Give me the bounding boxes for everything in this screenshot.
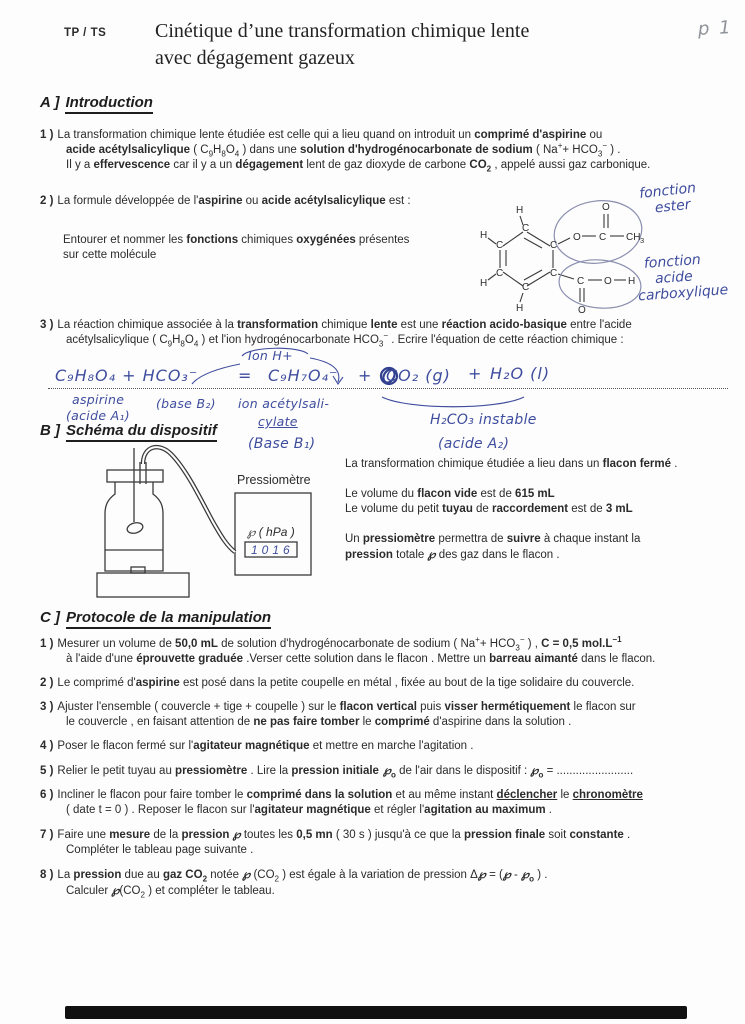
paragraph-text: Poser le flacon fermé sur l'agitateur magnétique et mettre en marche l'agitation . xyxy=(57,740,474,752)
paragraph-text: Mesurer un volume de 50,0 mL de solution d'hydrogénocarbonate de sodium ( $Na^++ HCO_3^-$ ) , C = 0,5 $mol.L^{-1}$ à l'aide d'une éprouvette graduée .Verser cette solution dans le flacon . Mettre un barreau aimanté dans le flacon. xyxy=(57,635,656,665)
label-h2co3-instable: H₂CO₃ instable xyxy=(430,412,537,428)
title-line2: avec dégagement gazeux xyxy=(155,47,355,69)
paragraph-text: Entourer et nommer les fonctions chimiques oxygénées présentes sur cette molécule xyxy=(63,234,410,261)
atom-h: H xyxy=(480,230,488,241)
section-c-letter: C ] xyxy=(40,609,60,626)
group-ch3: CH xyxy=(626,232,641,243)
section-b-heading xyxy=(40,422,217,439)
paragraph-text: Faire une mesure de la pression ℘ toutes les 0,5 mn ( 30 s ) jusqu'à ce que la pression finale soit constante . Compléter le tableau page suivante . xyxy=(57,827,631,856)
paragraph-text: La transformation chimique lente étudiée est celle qui a lieu quand on introduit un comprimé d'aspirine ou acide acétylsalicylique ( $C_9H_8O_4$ ) dans une solution d'hydrogénocarbonate de sodium ( $Na^++ HCO_3^-$ ) . Il y a effervescence car il y a un dégagement lent de gaz dioxyde de carbone $CO_2$ , appelé aussi gaz carbonique. xyxy=(57,129,651,174)
item-number: 7 ) xyxy=(40,829,54,841)
atom-o: O xyxy=(573,232,581,243)
atom-h: H xyxy=(516,303,524,314)
paragraph-text: La pression due au gaz $CO_2$ notée ℘ ($CO_2$ ) est égale à la variation de pression Δ℘ = (℘ - $℘_o$ ) . Calculer $℘(CO_2$ ) et compléter le tableau. xyxy=(57,867,548,900)
answer-dotted-line xyxy=(48,388,728,389)
item-number: 3 ) xyxy=(40,701,54,713)
label-aspirine: aspirine xyxy=(72,392,125,407)
pressure-unit-label: ℘ ( hPa ) xyxy=(247,525,295,539)
item-number: 4 ) xyxy=(40,740,54,752)
atom-h: H xyxy=(480,278,488,289)
label-base-b1: (Base B₁) xyxy=(248,436,316,452)
annotation-fonction-ester: fonction ester xyxy=(638,180,697,217)
atom-o: O xyxy=(602,202,610,213)
section-a-title: Introduction xyxy=(65,94,152,114)
label-ion-acetylsalicylate: ion acétylsali- xyxy=(238,396,330,411)
atom-o: O xyxy=(604,276,612,287)
intro-item-1 xyxy=(40,128,745,173)
equation-rhs3: H₂O (l) xyxy=(490,364,551,383)
page-title xyxy=(155,18,529,72)
protocol-list xyxy=(40,637,740,908)
item-number: 2 ) xyxy=(40,195,54,207)
ion-h-label: Ion H+ xyxy=(248,348,293,363)
equation-equals: = xyxy=(238,366,253,385)
atom-c: C xyxy=(522,282,530,293)
paragraph-text: La transformation chimique étudiée a lieu dans un flacon fermé . Le volume du flacon vide est de 615 mL Le volume du petit tuyau de raccordement est de 3 mL Un pressiomètre permettra de suivre à chaque instant la pression totale ℘ des gaz dans le flacon . xyxy=(345,458,678,561)
section-a-heading xyxy=(40,94,153,111)
item-number: 3 ) xyxy=(40,319,54,331)
protocol-item xyxy=(40,827,740,858)
atom-c: C xyxy=(522,223,530,234)
intro-item-3 xyxy=(40,318,745,348)
section-b-letter: B ] xyxy=(40,422,60,439)
handwritten-page-number: p 1 xyxy=(697,17,734,40)
label-ion-acetylsalicylate2: cylate xyxy=(258,414,298,429)
protocol-item xyxy=(40,788,740,818)
protocol-item xyxy=(40,739,740,754)
atom-c: C xyxy=(496,240,504,251)
atom-h: H xyxy=(628,276,636,287)
atom-c: C xyxy=(496,268,504,279)
protocol-item xyxy=(40,700,740,730)
equation-rhs2: CO₂ (g) xyxy=(386,366,451,385)
protocol-item xyxy=(40,676,740,691)
section-c-title: Protocole de la manipulation xyxy=(66,609,271,629)
item-number: 1 ) xyxy=(40,129,54,141)
item-number: 1 ) xyxy=(40,638,54,650)
label-acide-a2: (acide A₂) xyxy=(438,436,510,452)
protocol-item xyxy=(40,637,740,667)
paragraph-text: La réaction chimique associée à la transformation chimique lente est une réaction acido-basique entre l'acide acétylsalicylique ( $C_9H_8O_4$ ) et l'ion hydrogénocarbonate $HCO_3^-$ . Ecrire l'équation de cette réaction chimique : xyxy=(57,319,632,349)
scan-edge-artifact xyxy=(65,1006,687,1019)
equation-lhs: C₉H₈O₄ + HCO₃⁻ xyxy=(55,366,199,385)
equation-plus: + xyxy=(358,366,373,385)
intro-item-2-instruction xyxy=(63,233,473,263)
protocol-item xyxy=(40,763,740,779)
atom-o: O xyxy=(578,305,586,316)
paragraph-text: Incliner le flacon pour faire tomber le comprimé dans la solution et au même instant déclencher le chronomètre ( date t = 0 ) . Reposer le flacon sur l'agitateur magnétique et régler l'agitation au maximum . xyxy=(57,789,643,816)
item-number: 8 ) xyxy=(40,869,54,881)
item-number: 5 ) xyxy=(40,765,54,777)
paragraph-text: La formule développée de l'aspirine ou acide acétylsalicylique est : xyxy=(57,195,411,207)
item-number: 2 ) xyxy=(40,677,54,689)
flacon-description-text xyxy=(345,457,740,563)
paragraph-text: Relier le petit tuyau au pressiomètre . Lire la pression initiale $℘_o$ de l'air dans le dispositif : $℘_o$ = ........................ xyxy=(57,763,634,780)
apparatus-schematic xyxy=(85,440,335,600)
equation-plus: + xyxy=(468,364,483,383)
section-b-title: Schéma du dispositif xyxy=(66,422,217,442)
group-ch3-sub: 3 xyxy=(640,236,645,245)
atom-h: H xyxy=(516,205,524,216)
paragraph-text: Ajuster l'ensemble ( couvercle + tige + coupelle ) sur le flacon vertical puis visser hermétiquement le flacon sur le couvercle , en faisant attention de ne pas faire tomber le comprimé d'aspirine dans la solution . xyxy=(57,701,636,728)
atom-c: C xyxy=(577,276,585,287)
section-c-heading xyxy=(40,609,271,626)
title-line1: Cinétique d’une transformation chimique lente xyxy=(155,20,530,42)
handwritten-pressure-reading: 1016 xyxy=(251,543,294,557)
protocol-item xyxy=(40,867,740,899)
section-a-letter: A ] xyxy=(40,94,60,111)
label-acide-a1: (acide A₁) xyxy=(66,408,130,423)
item-number: 6 ) xyxy=(40,789,54,801)
atom-c: C xyxy=(599,232,607,243)
course-code: TP / TS xyxy=(64,27,107,39)
atom-c: C xyxy=(550,240,558,251)
annotation-fonction-acide: fonction acide carboxylique xyxy=(637,251,729,305)
underbrace xyxy=(378,394,528,410)
pressiometer-label: Pressiomètre xyxy=(237,473,311,487)
label-base-b2: (base B₂) xyxy=(156,396,216,411)
paragraph-text: Le comprimé d'aspirine est posé dans la petite coupelle en métal , fixée au bout de la tige solidaire du couvercle. xyxy=(57,677,635,689)
equation-rhs1: C₉H₇O₄⁻ xyxy=(268,366,339,385)
atom-c: C xyxy=(550,268,558,279)
